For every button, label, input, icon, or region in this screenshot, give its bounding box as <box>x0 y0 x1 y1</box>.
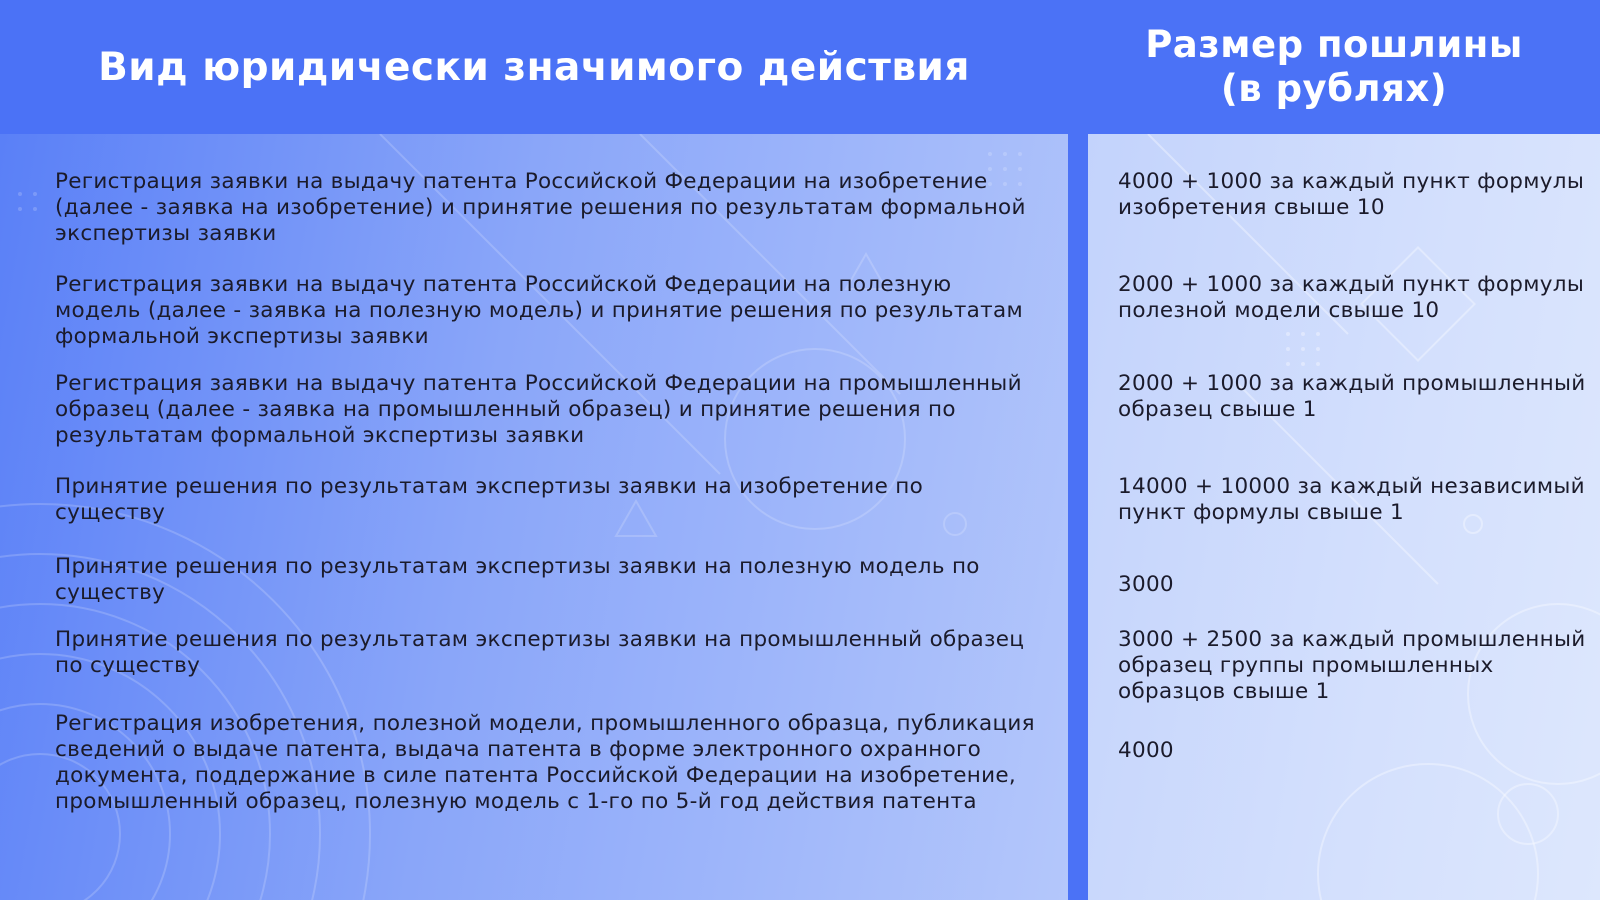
column-divider <box>1068 134 1088 900</box>
row-3-action: Регистрация заявки на выдачу патента Российской Федерации на промышленный образец (далее - заявка на промышленный образец) и принятие решения по результатам формальной экспертизы заявки <box>55 371 1022 448</box>
row-1-action: Регистрация заявки на выдачу патента Российской Федерации на изобретение (далее - заявка на изобретение) и принятие решения по результатам формальной экспертизы заявки <box>55 169 1026 246</box>
row-2-fee: 2000 + 1000 за каждый пункт формулы полезной модели свыше 10 <box>1118 272 1585 323</box>
column-header-action: Вид юридически значимого действия <box>98 44 970 90</box>
row-4-fee: 14000 + 10000 за каждый независимый пункт формулы свыше 1 <box>1118 474 1585 525</box>
column-header-fee <box>1068 23 1600 111</box>
row-2-action: Регистрация заявки на выдачу патента Российской Федерации на полезную модель (далее - заявка на полезную модель) и принятие решения по результатам формальной экспертизы заявки <box>55 272 1023 349</box>
row-6-action: Принятие решения по результатам экспертизы заявки на промышленный образец по существу <box>55 627 1025 678</box>
row-3-fee: 2000 + 1000 за каждый промышленный образец свыше 1 <box>1118 371 1586 422</box>
table-header <box>0 0 1600 134</box>
row-4-action: Принятие решения по результатам экспертизы заявки на изобретение по существу <box>55 474 924 525</box>
row-5-action: Принятие решения по результатам экспертизы заявки на полезную модель по существу <box>55 554 980 605</box>
column-header-fee-line1: Размер пошлины <box>1145 23 1523 66</box>
row-7-fee: 4000 <box>1118 738 1174 763</box>
column-header-fee-line2: (в рублях) <box>1220 67 1448 110</box>
row-6-fee: 3000 + 2500 за каждый промышленный образец группы промышленных образцов свыше 1 <box>1118 627 1586 704</box>
row-5-fee: 3000 <box>1118 572 1174 597</box>
row-1-fee: 4000 + 1000 за каждый пункт формулы изобретения свыше 10 <box>1118 169 1585 220</box>
row-7-action: Регистрация изобретения, полезной модели, промышленного образца, публикация сведений о выдаче патента, выдача патента в форме электронного охранного документа, поддержание в силе патента Российской Федерации на изобретение, промышленный образец, полезную модель с 1-го по 5-й год действия патента <box>55 711 1035 814</box>
